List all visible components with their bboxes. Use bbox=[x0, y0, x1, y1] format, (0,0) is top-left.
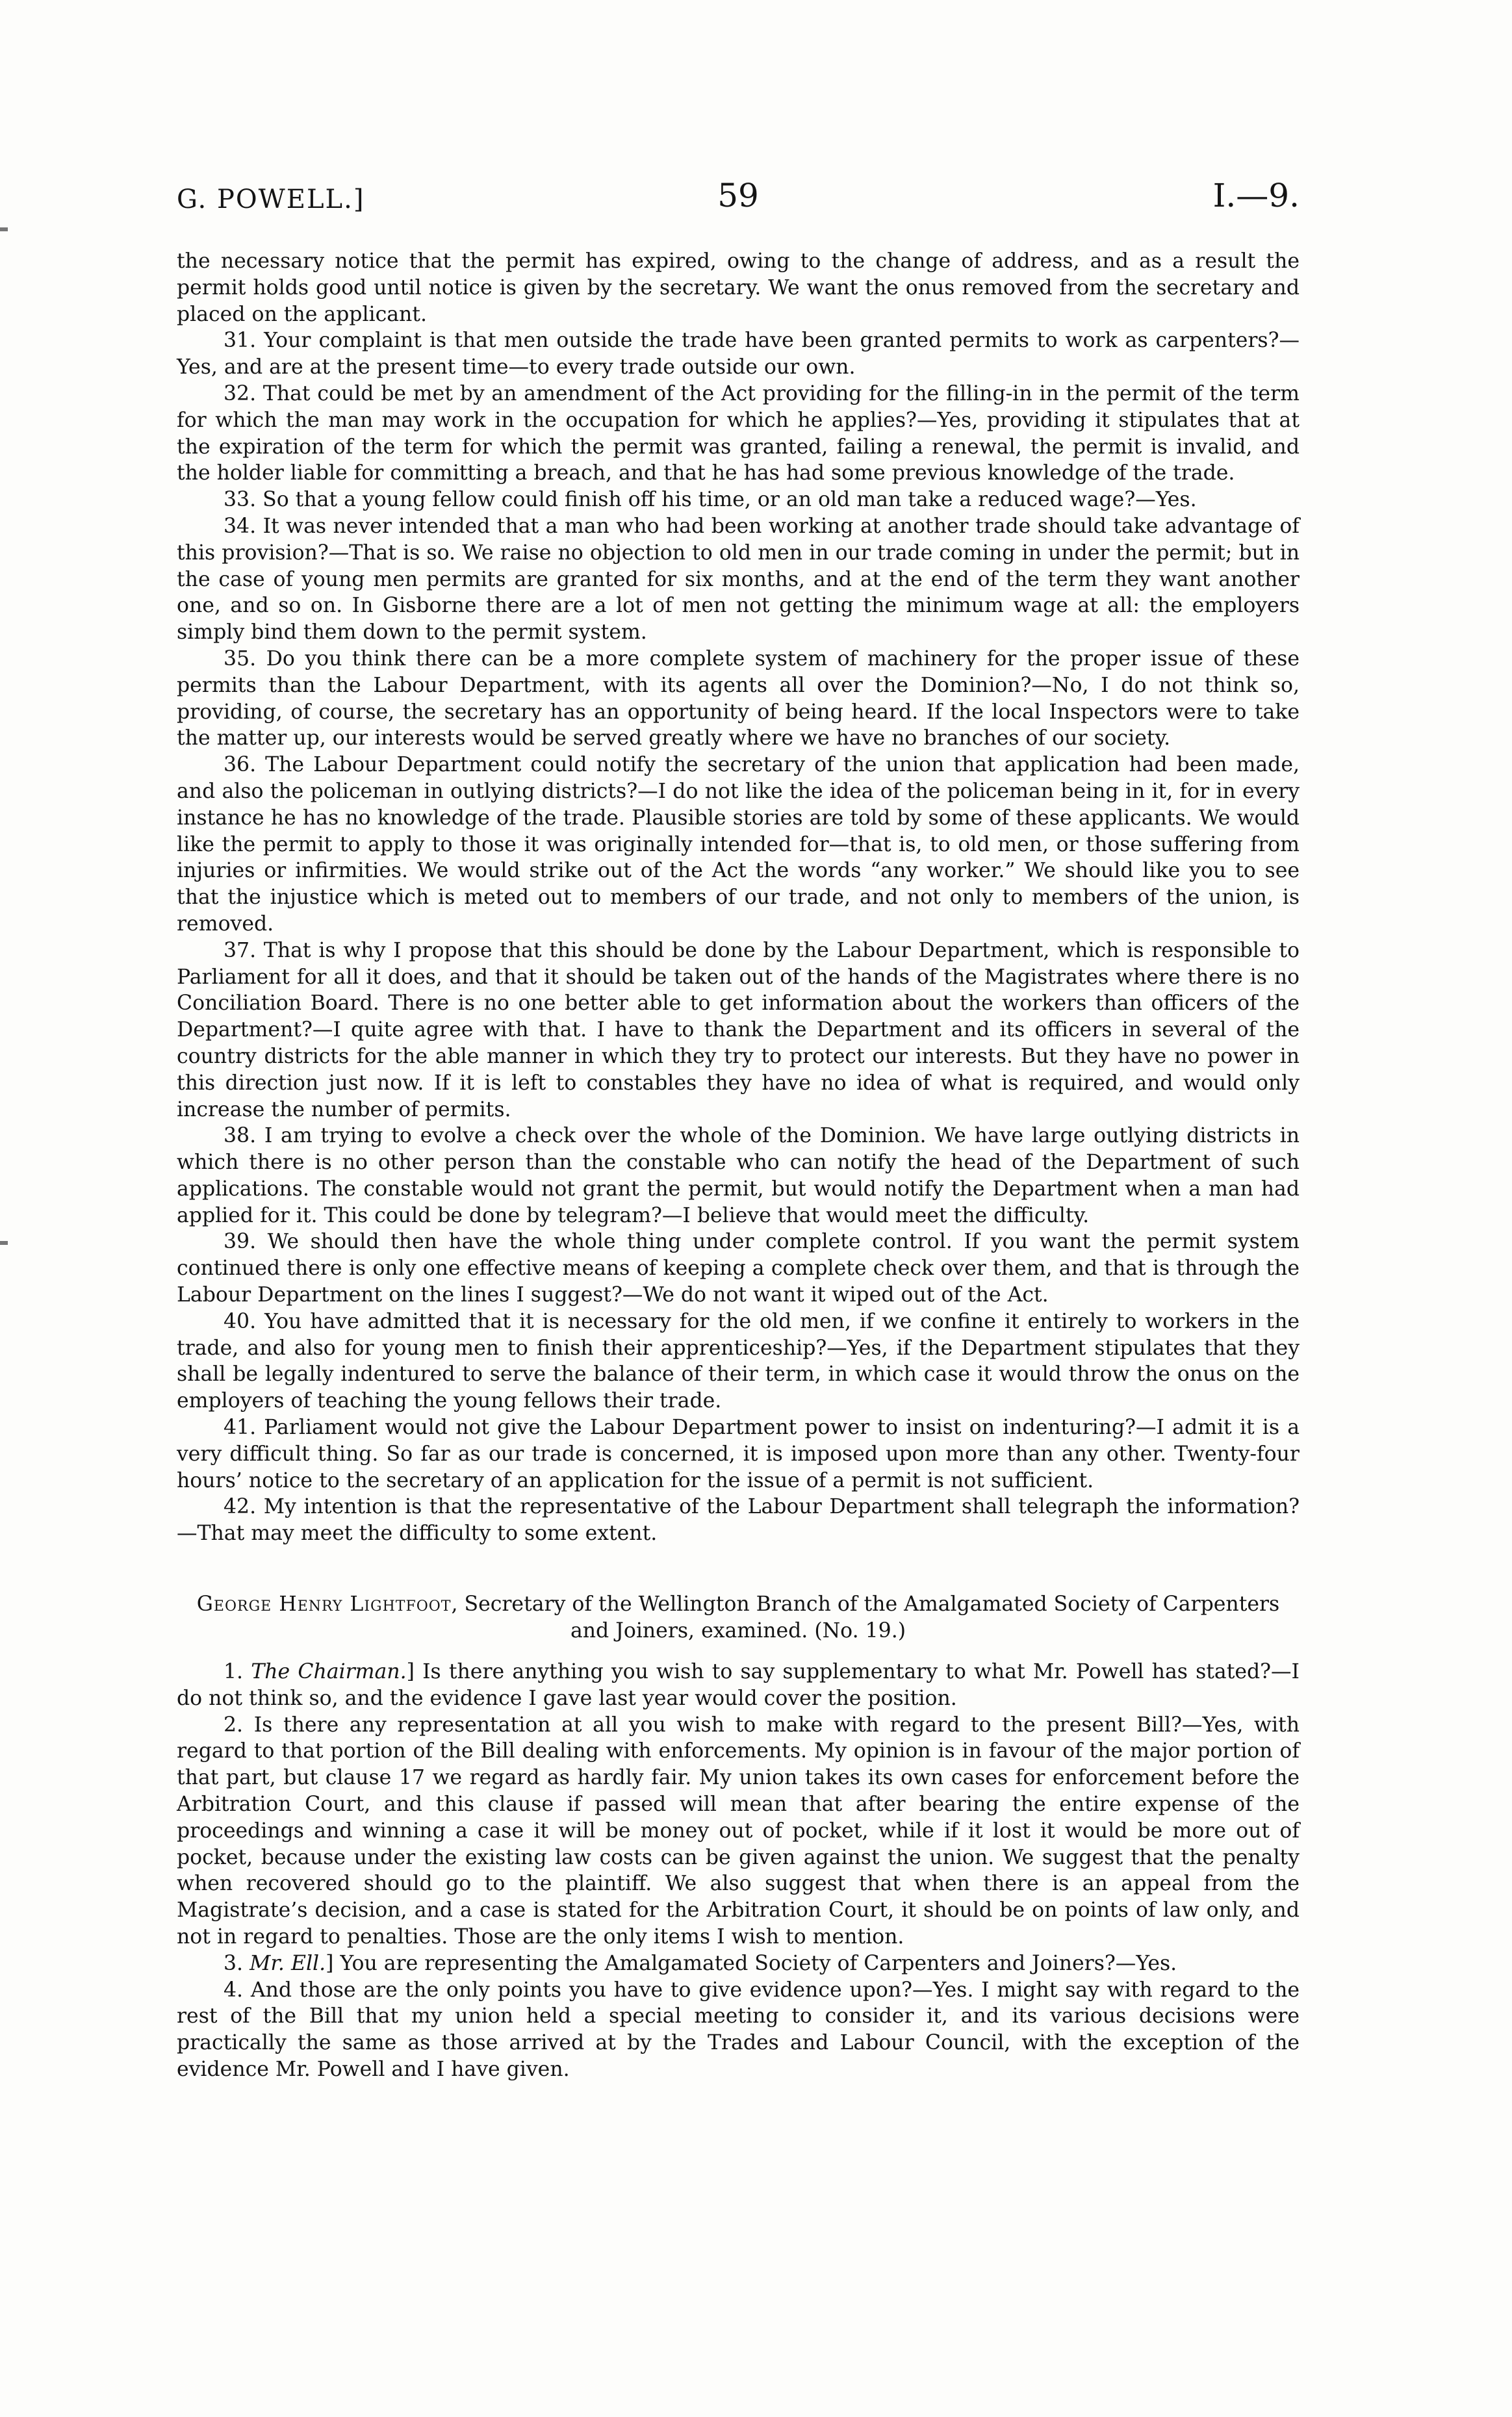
evidence-paragraph-42: 42. My intention is that the representative of the Labour Department shall telegraph the information?—That may meet the difficulty to some extent. bbox=[177, 1495, 1300, 1546]
speaker-name: The Chairman. bbox=[251, 1660, 407, 1684]
question-text: ] Is there anything you wish to say supplementary to what Mr. Powell has stated?—I do not think so, and the evidence I gave last year would cover the position. bbox=[177, 1660, 1300, 1710]
margin-mark bbox=[0, 1241, 8, 1245]
page-header bbox=[177, 177, 1300, 229]
evidence-paragraph-37: 37. That is why I propose that this should be done by the Labour Department, which is responsible to Parliament for all it does, and that it should be taken out of the hands of the Magistrates where there is no Conciliation Board. There is no one better able to get information about the workers than officers of the Department?—I quite agree with that. I have to thank the Department and its officers in several of the country districts for the able manner in which they try to protect our interests. But they have no power in this direction just now. If it is left to constables they have no idea of what is required, and would only increase the number of permits. bbox=[177, 938, 1300, 1121]
evidence-paragraph-38: 38. I am trying to evolve a check over the whole of the Dominion. We have large outlying districts in which there is no other person than the constable who can notify the head of the Department of such applications. The constable would not grant the permit, but would notify the Department when a man had applied for it. This could be done by telegram?—I believe that would meet the difficulty. bbox=[177, 1124, 1300, 1227]
evidence-paragraph-33: 33. So that a young fellow could finish off his time, or an old man take a reduced wage?—Yes. bbox=[224, 488, 1197, 512]
evidence-paragraph-35: 35. Do you think there can be a more complete system of machinery for the proper issue of these permits than the Labour Department, with its agents all over the Dominion?—No, I do not think so, providing, of course, the secretary has an opportunity of being heard. If the local Inspectors were to take the matter up, our interests would be served greatly where we have no branches of our society. bbox=[177, 646, 1300, 750]
document-body bbox=[177, 248, 1300, 2083]
evidence-paragraph-32: 32. That could be met by an amendment of the Act providing for the filling-in in the permit of the term for which the man may work in the occupation for which he applies?—Yes, providing it stipulates that at the expiration of the term for which the permit was granted, failing a renewal, the permit is invalid, and the holder liable for committing a breach, and that he has had some previous knowledge of the trade. bbox=[177, 381, 1300, 485]
witness-name: George Henry Lightfoot bbox=[196, 1592, 452, 1617]
evidence-paragraph-4: 4. And those are the only points you have to give evidence upon?—Yes. I might say with regard to the rest of the Bill that my union held a special meeting to consider it, and its various decisions were practically the same as those arrived at by the Trades and Labour Council, with the exception of the evidence Mr. Powell and I have given. bbox=[177, 1978, 1300, 2081]
speaker-name: Mr. Ell. bbox=[250, 1951, 326, 1975]
evidence-paragraph-34: 34. It was never intended that a man who had been working at another trade should take advantage of this provision?—That is so. We raise no objection to old men in our trade coming in under the permit; but in the case of young men permits are granted for six months, and at the end of the term they want another one, and so on. In Gisborne there are a lot of men not getting the minimum wage at all: the employers simply bind them down to the permit system. bbox=[177, 514, 1300, 645]
evidence-paragraph-40: 40. You have admitted that it is necessary for the old men, if we confine it entirely to workers in the trade, and also for young men to finish their apprenticeship?—Yes, if the Department stipulates that they shall be legally indentured to serve the balance of their term, in which case it would throw the onus on the employers of teaching the young fellows their trade. bbox=[177, 1309, 1300, 1413]
document-reference: I.—9. bbox=[1212, 177, 1300, 214]
evidence-paragraph-41: 41. Parliament would not give the Labour Department power to insist on indenturing?—I admit it is a very difficult thing. So far as our trade is concerned, it is imposed upon more than any other. Twenty-four hours’ notice to the secretary of an application for the issue of a permit is not sufficient. bbox=[177, 1416, 1300, 1492]
page-number: 59 bbox=[717, 177, 759, 214]
question-number: 3. bbox=[224, 1951, 250, 1975]
witness-description: , Secretary of the Wellington Branch of the Amalgamated Society of Carpenters and Joiners, examined. (No. 19.) bbox=[451, 1592, 1280, 1643]
evidence-paragraph-1 bbox=[177, 1659, 1300, 1712]
running-head-witness: G. POWELL.] bbox=[177, 185, 365, 214]
question-text: ] You are representing the Amalgamated Society of Carpenters and Joiners?—Yes. bbox=[326, 1951, 1177, 1975]
evidence-paragraph-2: 2. Is there any representation at all you wish to make with regard to the present Bill?—Yes, with regard to that portion of the Bill dealing with enforcements. My opinion is in favour of the major portion of that part, but clause 17 we regard as hardly fair. My union takes its own cases for enforcement before the Arbitration Court, and this clause if passed will mean that after bearing the entire expense of the proceedings and winning a case it will be money out of pocket, while if it lost it would be more out of pocket, because under the existing law costs can be given against the union. We suggest that the penalty when recovered should go to the plaintiff. We also suggest that when there is an appeal from the Magistrate’s decision, and a case is stated for the Arbitration Court, it should be on points of law only, and not in regard to penalties. Those are the only items I wish to mention. bbox=[177, 1713, 1300, 1949]
question-number: 1. bbox=[224, 1660, 251, 1684]
evidence-paragraph-39: 39. We should then have the whole thing under complete control. If you want the permit system continued there is only one effective means of keeping a complete check over them, and that is through the Labour Department on the lines I suggest?—We do not want it wiped out of the Act. bbox=[177, 1230, 1300, 1307]
margin-mark bbox=[0, 227, 8, 231]
evidence-paragraph-3 bbox=[177, 1950, 1300, 1977]
evidence-paragraph-31: 31. Your complaint is that men outside the trade have been granted permits to work as carpenters?—Yes, and are at the present time—to every trade outside our own. bbox=[177, 329, 1300, 379]
continued-paragraph: the necessary notice that the permit has expired, owing to the change of address, and as a result the permit holds good until notice is given by the secretary. We want the onus removed from the secretary and placed on the applicant. bbox=[177, 249, 1300, 326]
witness-heading bbox=[177, 1591, 1300, 1644]
evidence-paragraph-36: 36. The Labour Department could notify the secretary of the union that application had been made, and also the policeman in outlying districts?—I do not like the idea of the policeman being in it, for in every instance he has no knowledge of the trade. Plausible stories are told by some of these applicants. We would like the permit to apply to those it was originally intended for—that is, to old men, or those suffering from injuries or infirmities. We would strike out of the Act the words “any worker.” We should like you to see that the injustice which is meted out to members of our trade, and not only to members of the union, is removed. bbox=[177, 753, 1300, 936]
